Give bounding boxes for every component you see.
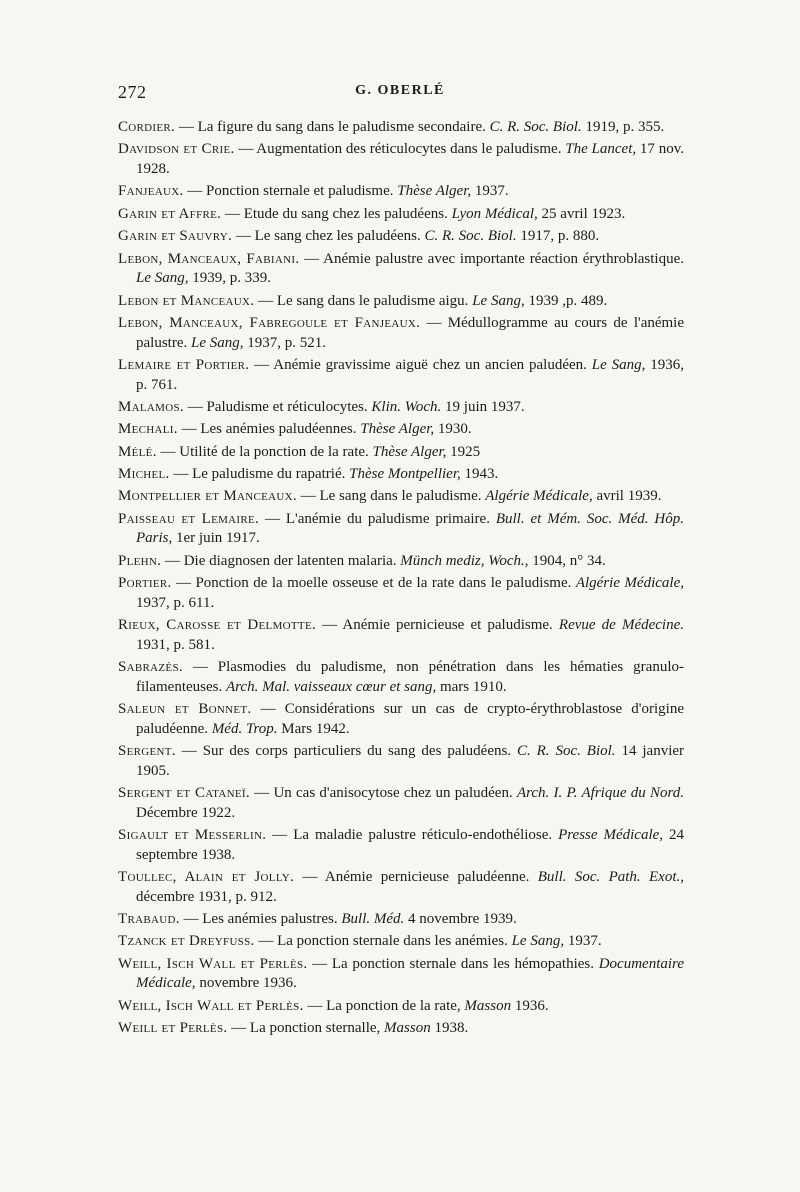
entry-source: C. R. Soc. Biol. <box>489 119 582 135</box>
entry-source: C. R. Soc. Biol. <box>516 743 616 760</box>
entry-title: — Ponction de la moelle osseuse et de la rate dans le paludisme. <box>171 575 576 592</box>
entry-authors: Toullec, Alain et Jolly. <box>118 869 295 886</box>
entry-title: — Augmentation des réticulocytes dans le paludisme. <box>234 141 566 158</box>
entry-authors: Malamos. <box>118 398 184 415</box>
entry-source: Revue de Médecine. <box>558 617 684 634</box>
bibliography-entry <box>118 1019 684 1039</box>
bibliography-entry <box>118 250 684 289</box>
entry-authors: Mechali. <box>118 421 178 438</box>
entry-details: avril 1939. <box>592 488 662 505</box>
entry-title: — Le sang chez les paludéens. <box>232 228 425 245</box>
running-head: G. OBERLÉ <box>355 83 445 98</box>
entry-source: Algérie Médicale, <box>485 488 593 505</box>
entry-source: Documentaire Médicale, <box>136 955 684 992</box>
entry-authors: Lemaire et Portier. <box>118 356 250 373</box>
entry-authors: Michel. <box>118 466 170 483</box>
entry-details: 1936. <box>511 997 549 1014</box>
entry-title: — Plasmodies du paludisme, non pénétration dans les hématies granulo-filamenteuses. <box>136 659 684 695</box>
bibliography-entry <box>118 932 684 952</box>
bibliography-entry <box>118 552 684 572</box>
entry-title: — Anémie pernicieuse paludéenne. <box>294 869 538 886</box>
bibliography-entry <box>118 205 684 225</box>
bibliography-entry <box>118 487 684 507</box>
entry-source: Le Sang, <box>591 356 646 373</box>
entry-title: — Sur des corps particuliers du sang des paludéens. <box>175 743 517 760</box>
entry-authors: Lebon, Manceaux, Fabregoule et Fanjeaux. <box>118 314 421 331</box>
bibliography-entry <box>118 420 684 440</box>
entry-source: The Lancet, <box>565 141 637 158</box>
entry-source: Bull. et Mém. Soc. Méd. Hôp. Paris, <box>136 510 685 547</box>
bibliography-entry <box>118 356 684 395</box>
entry-details: 1936, p. 761. <box>136 356 685 393</box>
entry-details: 1925 <box>446 443 481 460</box>
bibliography-entry <box>118 182 684 202</box>
entry-source: Le Sang, <box>136 270 189 287</box>
entry-details: décembre 1931, p. 912. <box>136 888 277 905</box>
entry-title: — Paludisme et réticulocytes. <box>183 398 372 415</box>
bibliography-entry <box>118 398 684 418</box>
entry-details: 4 novembre 1939. <box>404 911 517 928</box>
entry-source: Le Sang, <box>190 334 244 351</box>
entry-authors: Sabrazès. <box>118 659 183 676</box>
entry-title: — Anémie pernicieuse et paludisme. <box>316 617 559 634</box>
entry-details: 1937, p. 611. <box>136 594 215 611</box>
entry-source: C. R. Soc. Biol. <box>424 228 517 245</box>
entry-source: Arch. I. P. Afrique du Nord. <box>516 785 685 802</box>
entry-authors: Saleun et Bonnet. <box>118 701 252 718</box>
entry-title: — Médullogramme au cours de l'anémie palustre. <box>136 314 684 351</box>
entry-authors: Tzanck et Dreyfuss. <box>118 933 255 950</box>
entry-details: 1er juin 1917. <box>172 530 260 547</box>
entry-source: Masson <box>464 997 512 1014</box>
bibliography-entry <box>118 465 684 485</box>
entry-authors: Lebon et Manceaux. <box>118 292 255 309</box>
entry-details: 1937, p. 521. <box>243 334 326 351</box>
entry-details: 24 septembre 1938. <box>136 827 684 863</box>
entry-title: — La figure du sang dans le paludisme secondaire. <box>175 119 490 135</box>
entry-authors: Fanjeaux. <box>118 183 184 200</box>
entry-authors: Sergent. <box>118 743 176 760</box>
entry-authors: Davidson et Crie. <box>118 141 235 158</box>
bibliography-entry <box>118 574 684 613</box>
entry-authors: Mélé. <box>118 443 157 460</box>
entry-authors: Rieux, Carosse et Delmotte. <box>118 617 317 634</box>
entry-title: — La ponction sternale dans les anémies. <box>254 933 512 950</box>
bibliography-entry <box>118 700 684 739</box>
entry-source: Bull. Soc. Path. Exot., <box>537 869 684 886</box>
entry-details: mars 1910. <box>436 678 507 695</box>
entry-authors: Sergent et Cataneï. <box>118 785 250 802</box>
entry-title: — Ponction sternale et paludisme. <box>183 183 398 200</box>
entry-source: Thèse Alger, <box>360 421 435 438</box>
entry-authors: Sigault et Messerlin. <box>118 827 267 844</box>
bibliography-entry <box>118 868 684 907</box>
entry-source: Klin. Woch. <box>371 398 442 415</box>
entry-title: — Le sang dans le paludisme. <box>296 488 486 505</box>
entry-authors: Paisseau et Lemaire. <box>118 510 260 527</box>
entry-details: 1943. <box>460 466 499 483</box>
page-header <box>118 82 682 106</box>
entry-source: Thèse Alger, <box>397 183 472 200</box>
entry-details: 1931, p. 581. <box>136 636 215 653</box>
entry-authors: Garin et Affre. <box>118 205 222 222</box>
bibliography-list <box>118 118 684 1042</box>
entry-details: novembre 1936. <box>195 975 297 992</box>
bibliography-entry <box>118 658 684 697</box>
entry-details: 1939 ,p. 489. <box>524 292 608 309</box>
entry-details: 1917, p. 880. <box>516 228 600 245</box>
bibliography-entry <box>118 118 684 138</box>
bibliography-entry <box>118 227 684 247</box>
entry-details: 14 janvier 1905. <box>136 743 685 779</box>
entry-title: — Utilité de la ponction de la rate. <box>156 443 373 460</box>
entry-title: — Le paludisme du rapatrié. <box>169 466 350 483</box>
bibliography-entry <box>118 910 684 930</box>
entry-details: 1937. <box>471 183 509 200</box>
entry-title: — La ponction de la rate, <box>303 997 465 1014</box>
bibliography-entry <box>118 510 684 549</box>
entry-details: 1904, n° 34. <box>528 552 606 569</box>
entry-source: Algérie Médicale, <box>575 575 684 592</box>
bibliography-entry <box>118 997 684 1017</box>
entry-title: — Etude du sang chez les paludéens. <box>221 205 452 222</box>
entry-source: Thèse Montpellier, <box>349 466 461 483</box>
entry-details: 19 juin 1937. <box>441 398 525 415</box>
entry-title: — La maladie palustre réticulo-endothéliose. <box>266 827 559 844</box>
entry-title: — La ponction sternalle, <box>227 1020 385 1037</box>
entry-title: — Die diagnosen der latenten malaria. <box>161 552 401 569</box>
entry-source: Méd. Trop. <box>211 720 278 737</box>
entry-title: — Les anémies palustres. <box>179 911 342 928</box>
entry-source: Le Sang, <box>511 933 565 950</box>
entry-title: — Considérations sur un cas de crypto-érythroblastose d'origine paludéenne. <box>136 701 684 737</box>
entry-authors: Portier. <box>118 575 172 592</box>
entry-title: — Un cas d'anisocytose chez un paludéen. <box>249 785 517 802</box>
entry-authors: Lebon, Manceaux, Fabiani. <box>118 250 300 267</box>
entry-authors: Weill et Perlès. <box>118 1020 228 1037</box>
entry-details: 25 avril 1923. <box>537 205 626 222</box>
entry-title: — Les anémies paludéennes. <box>177 421 361 438</box>
entry-title: — Anémie palustre avec importante réaction érythroblastique. <box>299 250 684 267</box>
bibliography-entry <box>118 955 684 994</box>
entry-details: Mars 1942. <box>277 720 350 737</box>
entry-details: 17 nov. 1928. <box>136 141 684 177</box>
bibliography-entry <box>118 443 684 463</box>
entry-authors: Weill, Isch Wall et Perlès. <box>118 955 308 972</box>
entry-source: Le Sang, <box>472 292 525 309</box>
entry-source: Münch mediz, Woch., <box>400 552 529 569</box>
page-number: 272 <box>118 82 147 102</box>
bibliography-entry <box>118 314 684 353</box>
entry-authors: Cordier. <box>118 119 176 135</box>
entry-source: Masson <box>384 1020 431 1037</box>
entry-details: Décembre 1922. <box>136 804 236 821</box>
entry-details: 1919, p. 355. <box>581 119 665 135</box>
bibliography-entry <box>118 826 684 865</box>
entry-title: — La ponction sternale dans les hémopathies. <box>307 955 599 972</box>
entry-authors: Trabaud. <box>118 911 180 928</box>
entry-authors: Plehn. <box>118 552 162 569</box>
entry-source: Lyon Médical, <box>451 205 538 222</box>
bibliography-entry <box>118 784 684 823</box>
bibliography-entry <box>118 292 684 312</box>
entry-authors: Garin et Sauvry. <box>118 228 233 245</box>
entry-title: — Anémie gravissime aiguë chez un ancien paludéen. <box>249 356 592 373</box>
entry-details: 1937. <box>564 933 602 950</box>
entry-details: 1930. <box>434 421 472 438</box>
entry-details: 1939, p. 339. <box>188 270 271 287</box>
entry-details: 1938. <box>430 1020 469 1037</box>
entry-source: Bull. Méd. <box>341 911 405 928</box>
entry-source: Thèse Alger, <box>372 443 447 460</box>
entry-title: — L'anémie du paludisme primaire. <box>259 510 496 527</box>
entry-authors: Weill, Isch Wall et Perlès. <box>118 997 304 1014</box>
bibliography-entry <box>118 742 684 781</box>
entry-source: Arch. Mal. vaisseaux cœur et sang, <box>225 678 437 695</box>
bibliography-entry <box>118 140 684 179</box>
bibliography-entry <box>118 616 684 655</box>
entry-source: Presse Médicale, <box>558 827 664 844</box>
entry-authors: Montpellier et Manceaux. <box>118 488 297 505</box>
entry-title: — Le sang dans le paludisme aigu. <box>254 292 473 309</box>
